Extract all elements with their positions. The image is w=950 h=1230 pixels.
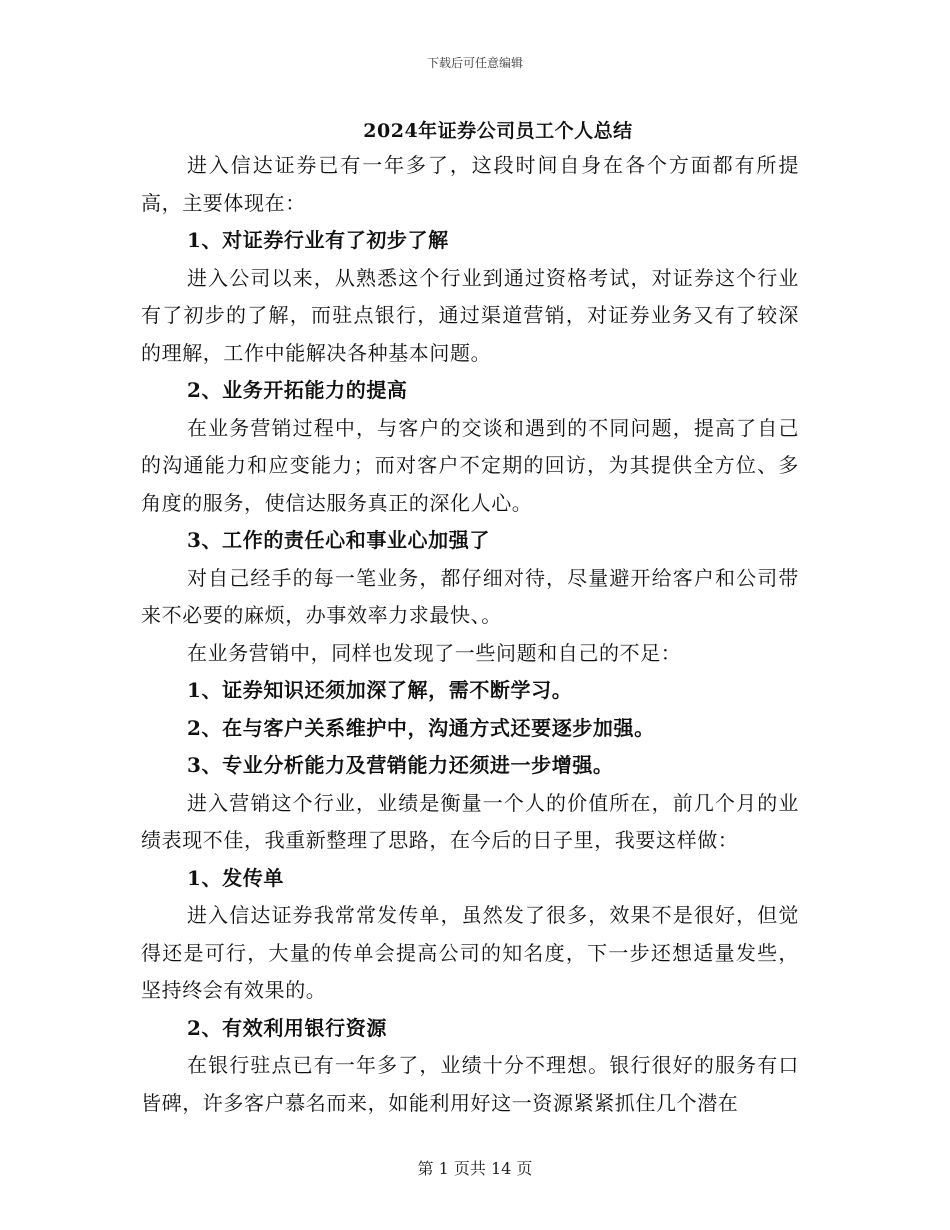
section-heading: 1、对证券行业有了初步了解 [187, 228, 449, 252]
paragraph: 进入公司以来，从熟悉这个行业到通过资格考试，对证券这个行业有了初步的了解，而驻点银行，通过渠道营销，对证券业务又有了较深的理解，工作中能解决各种基本问题。 [141, 265, 799, 365]
section-heading: 2、在与客户关系维护中，沟通方式还要逐步加强。 [187, 715, 655, 740]
paragraph: 在银行驻点已有一年多了，业绩十分不理想。银行很好的服务有口皆碑，许多客户慕名而来，如能利用好这一资源紧紧抓住几个潜在 [141, 1053, 799, 1115]
section-heading: 1、证券知识还须加深了解，需不断学习。 [187, 678, 573, 702]
section-heading: 2、有效利用银行资源 [187, 1015, 387, 1040]
section-heading: 3、工作的责任心和事业心加强了 [187, 528, 490, 552]
paragraph: 对自己经手的每一笔业务，都仔细对待，尽量避开给客户和公司带来不必要的麻烦，办事效率力求最快、。 [141, 565, 799, 627]
document-title: 2024年证券公司员工个人总结 [363, 120, 633, 142]
paragraph: 在业务营销过程中，与客户的交谈和遇到的不同问题，提高了自己的沟通能力和应变能力；而对客户不定期的回访，为其提供全方位、多角度的服务，使信达服务真正的深化人心。 [141, 415, 799, 515]
section-heading: 2、业务开拓能力的提高 [187, 378, 408, 402]
section-heading: 1、发传单 [187, 865, 284, 890]
paragraph: 进入营销这个行业，业绩是衡量一个人的价值所在，前几个月的业绩表现不佳，我重新整理了思路，在今后的日子里，我要这样做： [141, 790, 799, 852]
document-body [141, 147, 799, 1122]
page-number: 第 1 页共 14 页 [417, 1159, 533, 1178]
paragraph: 进入信达证券我常常发传单，虽然发了很多，效果不是很好，但觉得还是可行，大量的传单会提高公司的知名度，下一步还想适量发些，坚持终会有效果的。 [141, 903, 799, 1002]
section-heading: 3、专业分析能力及营销能力还须进一步增强。 [187, 753, 614, 777]
page-header-note: 下载后可任意编辑 [426, 56, 523, 70]
paragraph: 进入信达证券已有一年多了，这段时间自身在各个方面都有所提高，主要体现在： [141, 153, 799, 215]
paragraph: 在业务营销中，同样也发现了一些问题和自己的不足： [187, 640, 682, 665]
